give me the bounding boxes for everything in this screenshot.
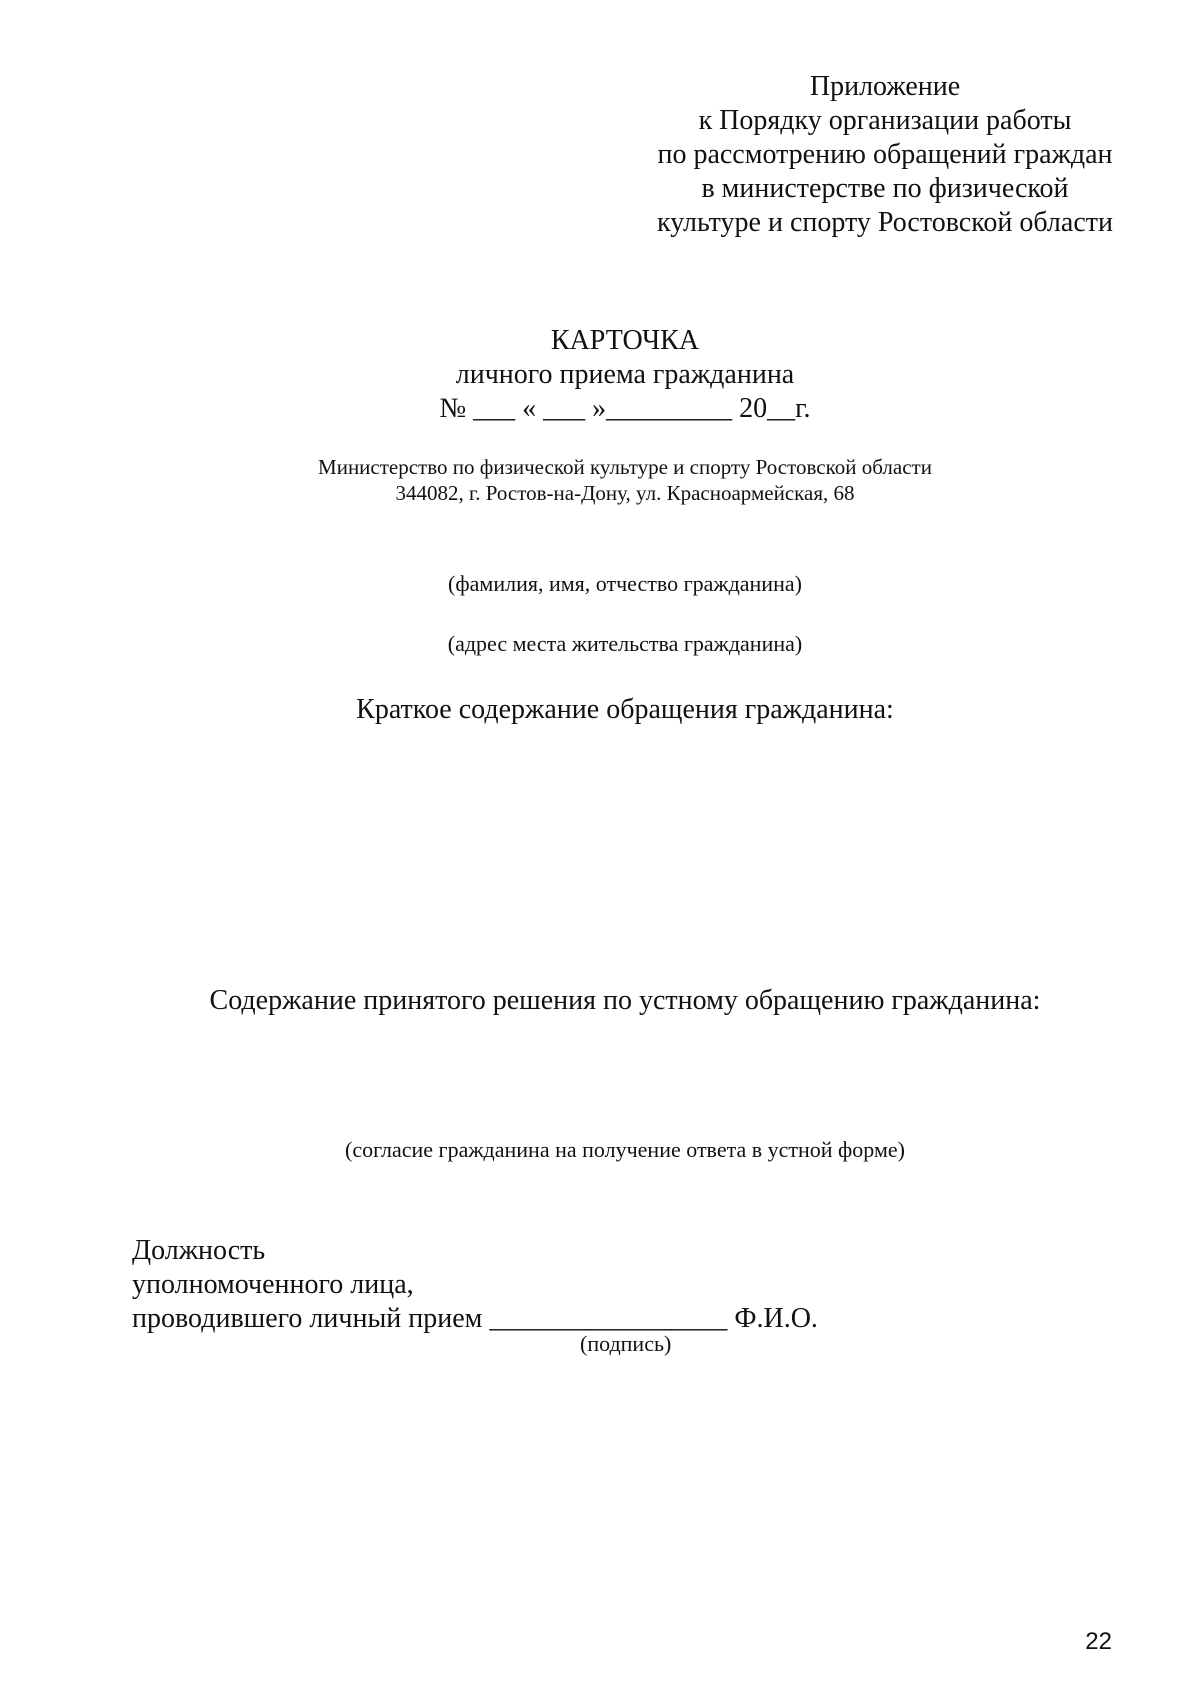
page-number: 22 — [1085, 1628, 1112, 1655]
ministry-info — [0, 454, 1200, 506]
summary-heading: Краткое содержание обращения гражданина: — [356, 694, 894, 725]
consent-caption: (согласие гражданина на получение ответа в устной форме) — [345, 1137, 905, 1162]
appendix-line-5: культуре и спорту Ростовской области — [657, 207, 1113, 238]
card-title: КАРТОЧКА — [550, 325, 700, 356]
signature-block — [132, 1234, 818, 1336]
ministry-address: 344082, г. Ростов-на-Дону, ул. Красноармейская, 68 — [395, 481, 855, 505]
ministry-name: Министерство по физической культуре и спорту Ростовской области — [318, 455, 932, 479]
appendix-line-1: Приложение — [809, 71, 961, 102]
signature-line-2: уполномоченного лица, — [132, 1269, 414, 1300]
appendix-line-2: к Порядку организации работы — [698, 105, 1072, 136]
card-title-block — [0, 324, 1200, 426]
appendix-line-3: по рассмотрению обращений граждан — [657, 139, 1113, 170]
signature-line-3: проводившего личный прием _________________ Ф.И.О. — [132, 1303, 818, 1334]
signature-line-1: Должность — [132, 1235, 266, 1266]
fio-caption: (фамилия, имя, отчество гражданина) — [448, 571, 802, 596]
card-number-line: № ___ « ___ »_________ 20__г. — [439, 393, 811, 424]
appendix-header — [635, 70, 1135, 240]
signature-caption: (подпись) — [580, 1331, 672, 1356]
card-subtitle: личного приема гражданина — [455, 359, 795, 390]
decision-heading: Содержание принятого решения по устному обращению гражданина: — [209, 985, 1041, 1016]
appendix-line-4: в министерстве по физической — [701, 173, 1069, 204]
address-caption: (адрес места жительства гражданина) — [447, 631, 803, 656]
